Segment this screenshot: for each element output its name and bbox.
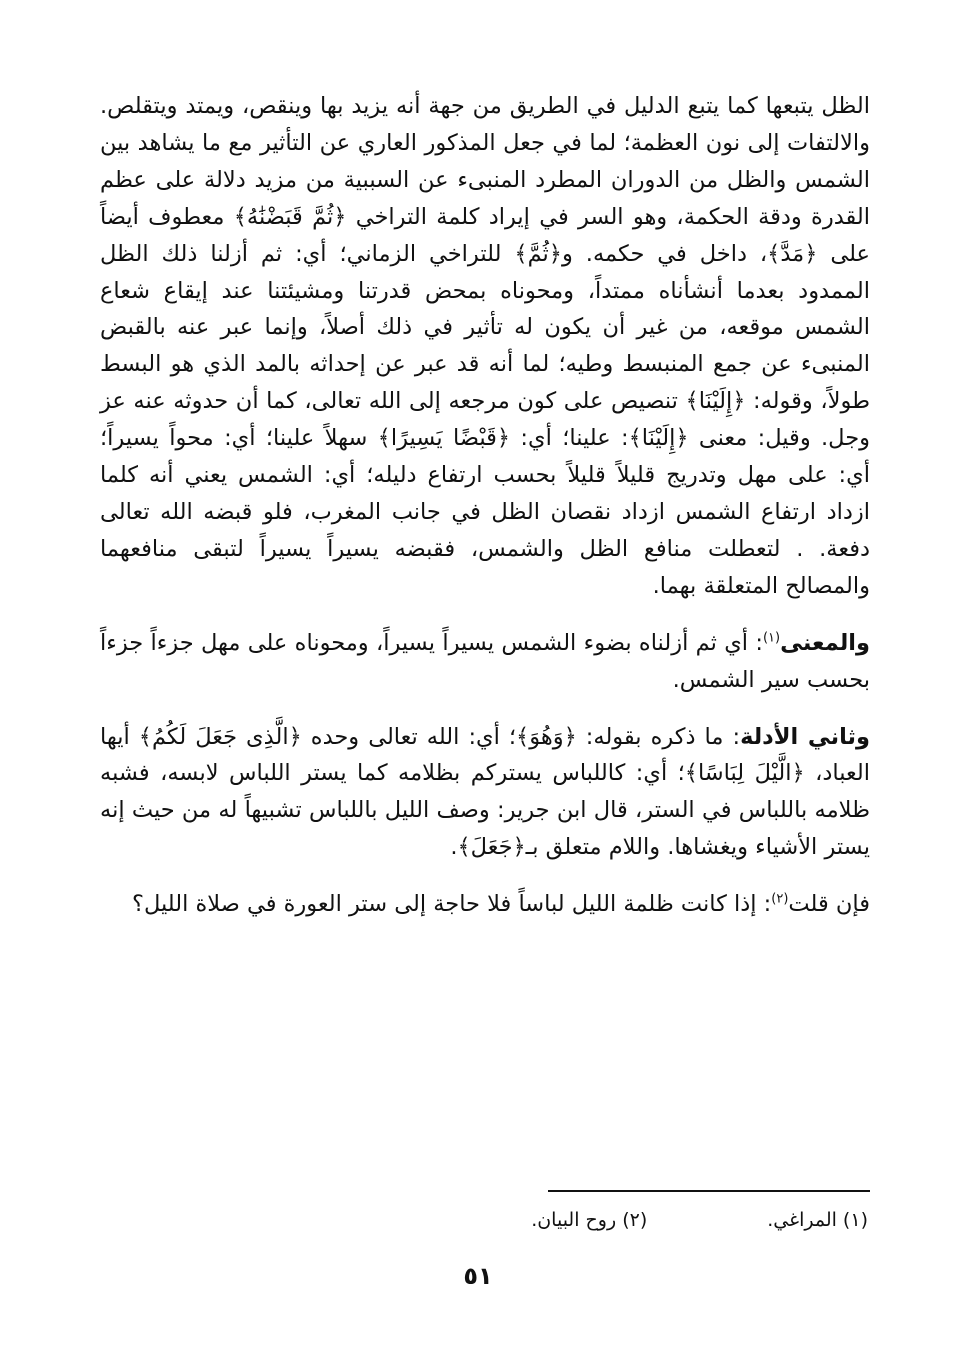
- footnote-2: (٢) روح البيان.: [531, 1209, 648, 1231]
- paragraph-1: الظل يتبعها كما يتبع الدليل في الطريق من جهة أنه يزيد بها وينقص، ويمتد ويتقلص. والالتفات إلى نون العظمة؛ لما في جعل المذكور العاري عن التأثير مع ما يشاهد بين الشمس والظل من الدوران المطرد المنبىء عن السببية من مزيد دلالة على عظم القدرة ودقة الحكمة، وهو السر في إيراد كلمة التراخي ﴿ثُمَّ قَبَضْنَٰهُ﴾ معطوف أيضاً على ﴿مَدَّ﴾، داخل في حكمه. و﴿ثُمَّ﴾ للتراخي الزماني؛ أي: ثم أزلنا ذلك الظل الممدود بعدما أنشأناه ممتداً، ومحوناه بمحض قدرتنا ومشيئتنا عند إيقاع شعاع الشمس موقعه، من غير أن يكون له تأثير في ذلك أصلاً، وإنما عبر عنه بالقبض المنبىء عن جمع المنبسط وطيه؛ لما أنه قد عبر عن إحداثه بالمد الذي هو البسط طولاً، وقوله: ﴿إِلَيْنَا﴾ تنصيص على كون مرجعه إلى الله تعالى، كما أن حدوثه عنه عز وجل. وقيل: معنى ﴿إِلَيْنَا﴾: علينا؛ أي: ﴿قَبْضًا يَسِيرًا﴾ سهلاً علينا؛ أي: محواً يسيراً؛ أي: على مهل وتدريج قليلاً قليلاً بحسب ارتفاع دليله؛ أي: الشمس يعني أنه كلما ازداد ارتفاع الشمس ازداد نقصان الظل في جانب المغرب، فلو قبضه الله تعالى دفعة. . لتعطلت منافع الظل والشمس، فقبضه يسيراً يسيراً لتبقى منافعهما والمصالح المتعلقة بهما.: [100, 93, 870, 599]
- page-body: [100, 88, 870, 923]
- footnote-1: (١) المراغي.: [767, 1209, 868, 1231]
- paragraph-4: [100, 886, 870, 923]
- paragraph-4-text: : إذا كانت ظلمة الليل لباساً فلا حاجة إلى ستر العورة في صلاة الليل؟: [132, 891, 772, 918]
- page-number: ٥١: [463, 1262, 493, 1290]
- paragraph-3-text: : ما ذكره بقوله: ﴿وَهُوَ﴾؛ أي: الله تعالى وحده ﴿الَّذِى جَعَلَ لَكُمُ﴾ أيها العباد، ﴿الَّيْلَ لِبَاسًا﴾؛ أي: كاللباس يستركم بظلامه كما يستر اللباس لابسه، فشبه ظلامه باللباس في الستر، قال ابن جرير: وصف الليل باللباس تشبيهاً له من حيث إنه يستر الأشياء ويغشاها. واللام متعلق بـ﴿جَعَلَ﴾.: [100, 723, 870, 861]
- paragraph-2: [100, 625, 870, 699]
- footnote-divider: [548, 1190, 870, 1192]
- paragraph-3-lead: وثاني الأدلة: [740, 723, 870, 750]
- paragraph-2-lead: والمعنى: [780, 629, 870, 656]
- paragraph-2-text: : أي ثم أزلناه بضوء الشمس يسيراً يسيراً، ومحوناه على مهل جزءاً جزءاً بحسب سير الشمس.: [100, 629, 870, 693]
- footnotes: [531, 1206, 868, 1234]
- paragraph-4-start: فإن قلت: [788, 891, 870, 918]
- footnote-ref-2: (٢): [771, 891, 789, 907]
- footnote-ref-1: (١): [762, 630, 781, 646]
- paragraph-3: [100, 719, 870, 867]
